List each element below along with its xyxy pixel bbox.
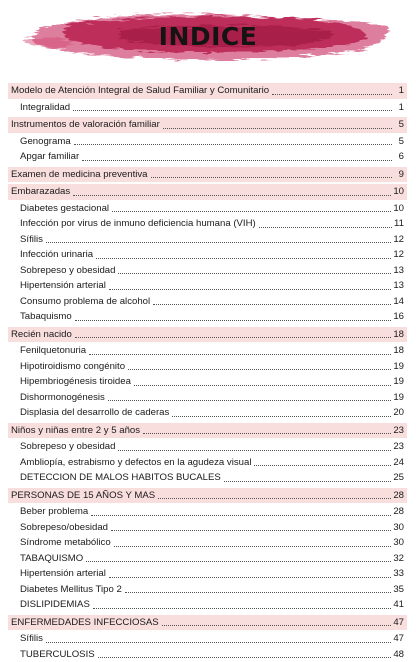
dot-leader (224, 480, 392, 482)
table-of-contents (8, 81, 407, 662)
toc-page-number: 19 (393, 359, 404, 375)
dot-leader (109, 576, 391, 578)
toc-page-number: 18 (393, 343, 404, 359)
toc-page-number: 24 (393, 455, 404, 471)
toc-page-number: 19 (393, 390, 404, 406)
toc-label: Dishormonogénesis (20, 390, 105, 406)
dot-leader (91, 514, 391, 516)
toc-page-number: 13 (393, 278, 404, 294)
toc-page-number: 28 (393, 488, 404, 504)
toc-label: Hipertensión arterial (20, 278, 106, 294)
dot-leader (111, 529, 391, 531)
toc-label: Infección por virus de inmuno deficiencia humana (VIH) (20, 216, 256, 232)
toc-label: ENFERMEDADES INFECCIOSAS (11, 615, 159, 631)
toc-page-number: 12 (393, 232, 404, 248)
toc-entry-row[interactable] (8, 390, 407, 406)
toc-entry-row[interactable] (8, 647, 407, 662)
toc-label: DISLIPIDEMIAS (20, 597, 90, 613)
dot-leader (93, 607, 391, 609)
toc-page-number: 10 (393, 184, 404, 200)
toc-section-row[interactable] (8, 327, 407, 343)
toc-label: Recién nacido (11, 327, 72, 343)
toc-section-row[interactable] (8, 83, 407, 99)
toc-label: Diabetes Mellitus Tipo 2 (20, 582, 122, 598)
toc-entry-row[interactable] (8, 343, 407, 359)
toc-label: Consumo problema de alcohol (20, 294, 150, 310)
toc-label: Integralidad (20, 100, 70, 116)
dot-leader (98, 656, 392, 658)
toc-entry-row[interactable] (8, 134, 407, 150)
dot-leader (128, 368, 391, 370)
toc-label: DETECCION DE MALOS HABITOS BUCALES (20, 470, 221, 486)
toc-section-row[interactable] (8, 184, 407, 200)
dot-leader (75, 319, 392, 321)
toc-entry-row[interactable] (8, 631, 407, 647)
toc-label: Infección urinaria (20, 247, 93, 263)
dot-leader (75, 336, 392, 338)
toc-page-number: 1 (394, 83, 404, 99)
toc-entry-row[interactable] (8, 504, 407, 520)
toc-label: Genograma (20, 134, 71, 150)
toc-entry-row[interactable] (8, 100, 407, 116)
toc-page-number: 19 (393, 374, 404, 390)
toc-entry-row[interactable] (8, 566, 407, 582)
toc-entry-row[interactable] (8, 439, 407, 455)
toc-page-number: 33 (393, 566, 404, 582)
dot-leader (162, 624, 392, 626)
dot-leader (134, 384, 391, 386)
dot-leader (272, 93, 392, 95)
toc-label: Sobrepeso y obesidad (20, 439, 115, 455)
toc-entry-row[interactable] (8, 247, 407, 263)
toc-page-number: 1 (394, 100, 404, 116)
dot-leader (96, 257, 391, 259)
toc-page-number: 25 (393, 470, 404, 486)
toc-label: Sífilis (20, 232, 43, 248)
toc-page-number: 14 (393, 294, 404, 310)
toc-page-number: 10 (393, 201, 404, 217)
toc-label: Fenilquetonuria (20, 343, 86, 359)
toc-label: Diabetes gestacional (20, 201, 109, 217)
dot-leader (46, 641, 391, 643)
toc-entry-row[interactable] (8, 535, 407, 551)
toc-label: TUBERCULOSIS (20, 647, 95, 662)
toc-page-number: 47 (393, 615, 404, 631)
toc-section-row[interactable] (8, 423, 407, 439)
dot-leader (114, 545, 392, 547)
dot-leader (158, 497, 391, 499)
toc-label: Examen de medicina preventiva (11, 167, 148, 183)
dot-leader (172, 415, 391, 417)
dot-leader (153, 303, 391, 305)
toc-page-number: 5 (394, 134, 404, 150)
toc-section-row[interactable] (8, 117, 407, 133)
dot-leader (86, 560, 391, 562)
toc-page-number: 35 (393, 582, 404, 598)
page-title: INDICE (0, 22, 416, 51)
toc-page-number: 11 (394, 216, 404, 232)
dot-leader (143, 432, 391, 434)
dot-leader (108, 399, 392, 401)
toc-label: Embarazadas (11, 184, 70, 200)
toc-entry-row[interactable] (8, 232, 407, 248)
toc-section-row[interactable] (8, 615, 407, 631)
toc-entry-row[interactable] (8, 294, 407, 310)
toc-label: Síndrome metabólico (20, 535, 111, 551)
dot-leader (118, 449, 391, 451)
toc-page-number: 32 (393, 551, 404, 567)
dot-leader (109, 288, 391, 290)
dot-leader (112, 210, 391, 212)
toc-page-number: 28 (393, 504, 404, 520)
dot-leader (73, 109, 392, 111)
toc-page-number: 20 (393, 405, 404, 421)
dot-leader (163, 127, 392, 129)
toc-entry-row[interactable] (8, 374, 407, 390)
toc-page-number: 12 (393, 247, 404, 263)
toc-label: Hipotiroidismo congénito (20, 359, 125, 375)
toc-page-number: 47 (393, 631, 404, 647)
toc-entry-row[interactable] (8, 201, 407, 217)
dot-leader (259, 226, 392, 228)
toc-label: Tabaquismo (20, 309, 72, 325)
dot-leader (151, 176, 392, 178)
toc-entry-row[interactable] (8, 520, 407, 536)
toc-page-number: 41 (393, 597, 404, 613)
toc-entry-row[interactable] (8, 216, 407, 232)
dot-leader (89, 353, 391, 355)
toc-entry-row[interactable] (8, 263, 407, 279)
toc-label: Sobrepeso y obesidad (20, 263, 115, 279)
toc-label: TABAQUISMO (20, 551, 83, 567)
toc-label: Sobrepeso/obesidad (20, 520, 108, 536)
toc-page-number: 30 (393, 535, 404, 551)
toc-label: Niños y niñas entre 2 y 5 años (11, 423, 140, 439)
toc-entry-row[interactable] (8, 149, 407, 165)
toc-page-number: 5 (394, 117, 404, 133)
dot-leader (118, 272, 391, 274)
dot-leader (125, 591, 391, 593)
dot-leader (73, 194, 391, 196)
toc-label: Modelo de Atención Integral de Salud Familiar y Comunitario (11, 83, 269, 99)
toc-entry-row[interactable] (8, 309, 407, 325)
toc-label: PERSONAS DE 15 AÑOS Y MAS (11, 488, 155, 504)
toc-page-number: 6 (394, 149, 404, 165)
toc-label: Ambliopía, estrabismo y defectos en la agudeza visual (20, 455, 251, 471)
toc-entry-row[interactable] (8, 582, 407, 598)
toc-section-row[interactable] (8, 488, 407, 504)
toc-label: Hipembriogénesis tiroidea (20, 374, 131, 390)
toc-section-row[interactable] (8, 167, 407, 183)
toc-label: Apgar familiar (20, 149, 79, 165)
toc-entry-row[interactable] (8, 278, 407, 294)
toc-label: Sífilis (20, 631, 43, 647)
toc-label: Displasia del desarrollo de caderas (20, 405, 169, 421)
toc-entry-row[interactable] (8, 551, 407, 567)
toc-page-number: 23 (393, 439, 404, 455)
dot-leader (46, 241, 391, 243)
toc-entry-row[interactable] (8, 470, 407, 486)
dot-leader (82, 159, 392, 161)
toc-label: Beber problema (20, 504, 88, 520)
toc-entry-row[interactable] (8, 597, 407, 613)
toc-page-number: 23 (393, 423, 404, 439)
dot-leader (254, 464, 391, 466)
toc-entry-row[interactable] (8, 405, 407, 421)
toc-label: Hipertensión arterial (20, 566, 106, 582)
toc-label: Instrumentos de valoración familiar (11, 117, 160, 133)
toc-page-number: 18 (393, 327, 404, 343)
toc-entry-row[interactable] (8, 359, 407, 375)
dot-leader (74, 143, 392, 145)
toc-entry-row[interactable] (8, 455, 407, 471)
header (0, 0, 416, 76)
toc-page-number: 16 (393, 309, 404, 325)
toc-page-number: 13 (393, 263, 404, 279)
toc-page-number: 48 (393, 647, 404, 662)
toc-page-number: 30 (393, 520, 404, 536)
toc-page-number: 9 (394, 167, 404, 183)
